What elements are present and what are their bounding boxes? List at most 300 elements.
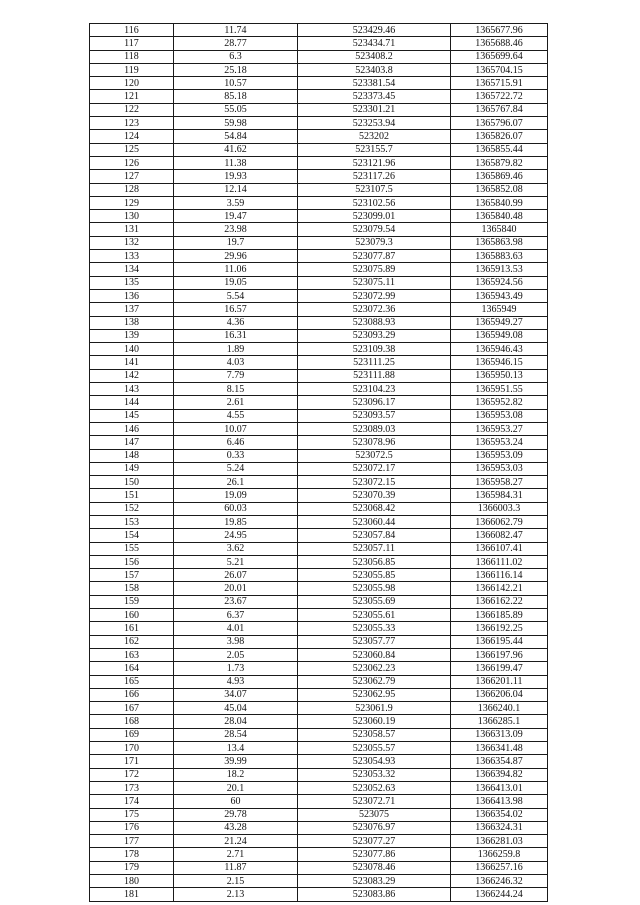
table-row [90, 50, 548, 63]
distance-cell: 11.87 [174, 861, 298, 874]
point-number-cell: 141 [90, 356, 174, 369]
x-coordinate-cell: 523060.19 [298, 715, 451, 728]
x-coordinate-cell: 523111.88 [298, 369, 451, 382]
x-coordinate-cell: 523062.95 [298, 688, 451, 701]
x-coordinate-cell: 523301.21 [298, 103, 451, 116]
table-row [90, 662, 548, 675]
table-row [90, 117, 548, 130]
table-row [90, 250, 548, 263]
distance-cell: 34.07 [174, 688, 298, 701]
point-number-cell: 120 [90, 77, 174, 90]
point-number-cell: 179 [90, 861, 174, 874]
x-coordinate-cell: 523068.42 [298, 502, 451, 515]
y-coordinate-cell: 1365883.63 [451, 250, 548, 263]
distance-cell: 45.04 [174, 702, 298, 715]
x-coordinate-cell: 523089.03 [298, 422, 451, 435]
distance-cell: 10.07 [174, 422, 298, 435]
distance-cell: 20.1 [174, 781, 298, 794]
x-coordinate-cell: 523121.96 [298, 156, 451, 169]
y-coordinate-cell: 1366003.3 [451, 502, 548, 515]
point-number-cell: 137 [90, 303, 174, 316]
table-row [90, 648, 548, 661]
distance-cell: 3.59 [174, 196, 298, 209]
table-row [90, 170, 548, 183]
point-number-cell: 178 [90, 848, 174, 861]
table-row [90, 196, 548, 209]
point-number-cell: 156 [90, 555, 174, 568]
x-coordinate-cell: 523077.87 [298, 250, 451, 263]
x-coordinate-cell: 523083.29 [298, 875, 451, 888]
distance-cell: 11.74 [174, 24, 298, 37]
y-coordinate-cell: 1365704.15 [451, 63, 548, 76]
distance-cell: 5.21 [174, 555, 298, 568]
distance-cell: 3.98 [174, 635, 298, 648]
y-coordinate-cell: 1366240.1 [451, 702, 548, 715]
x-coordinate-cell: 523096.17 [298, 396, 451, 409]
y-coordinate-cell: 1366107.41 [451, 542, 548, 555]
x-coordinate-cell: 523062.79 [298, 675, 451, 688]
distance-cell: 4.01 [174, 622, 298, 635]
y-coordinate-cell: 1366192.25 [451, 622, 548, 635]
point-number-cell: 155 [90, 542, 174, 555]
y-coordinate-cell: 1365688.46 [451, 37, 548, 50]
distance-cell: 28.54 [174, 728, 298, 741]
table-row [90, 742, 548, 755]
point-number-cell: 147 [90, 436, 174, 449]
distance-cell: 25.18 [174, 63, 298, 76]
point-number-cell: 181 [90, 888, 174, 901]
x-coordinate-cell: 523253.94 [298, 117, 451, 130]
x-coordinate-cell: 523055.33 [298, 622, 451, 635]
distance-cell: 19.47 [174, 210, 298, 223]
x-coordinate-cell: 523429.46 [298, 24, 451, 37]
distance-cell: 19.93 [174, 170, 298, 183]
table-row [90, 396, 548, 409]
y-coordinate-cell: 1366142.21 [451, 582, 548, 595]
y-coordinate-cell: 1366116.14 [451, 569, 548, 582]
x-coordinate-cell: 523079.54 [298, 223, 451, 236]
table-row [90, 422, 548, 435]
x-coordinate-cell: 523403.8 [298, 63, 451, 76]
x-coordinate-cell: 523109.38 [298, 343, 451, 356]
distance-cell: 20.01 [174, 582, 298, 595]
y-coordinate-cell: 1365951.55 [451, 383, 548, 396]
point-number-cell: 134 [90, 263, 174, 276]
table-row [90, 24, 548, 37]
distance-cell: 3.62 [174, 542, 298, 555]
x-coordinate-cell: 523072.17 [298, 462, 451, 475]
table-row [90, 635, 548, 648]
y-coordinate-cell: 1366285.1 [451, 715, 548, 728]
point-number-cell: 145 [90, 409, 174, 422]
x-coordinate-cell: 523055.98 [298, 582, 451, 595]
point-number-cell: 177 [90, 835, 174, 848]
point-number-cell: 164 [90, 662, 174, 675]
x-coordinate-cell: 523075.11 [298, 276, 451, 289]
table-row [90, 303, 548, 316]
y-coordinate-cell: 1366324.31 [451, 821, 548, 834]
y-coordinate-cell: 1365879.82 [451, 156, 548, 169]
point-number-cell: 162 [90, 635, 174, 648]
point-number-cell: 170 [90, 742, 174, 755]
distance-cell: 2.13 [174, 888, 298, 901]
point-number-cell: 163 [90, 648, 174, 661]
table-row [90, 755, 548, 768]
x-coordinate-cell: 523117.26 [298, 170, 451, 183]
distance-cell: 8.15 [174, 383, 298, 396]
point-number-cell: 148 [90, 449, 174, 462]
table-row [90, 409, 548, 422]
y-coordinate-cell: 1365677.96 [451, 24, 548, 37]
x-coordinate-cell: 523102.56 [298, 196, 451, 209]
point-number-cell: 127 [90, 170, 174, 183]
y-coordinate-cell: 1366313.09 [451, 728, 548, 741]
distance-cell: 0.33 [174, 449, 298, 462]
table-row [90, 555, 548, 568]
table-row [90, 622, 548, 635]
table-row [90, 728, 548, 741]
table-row [90, 63, 548, 76]
distance-cell: 11.38 [174, 156, 298, 169]
point-number-cell: 175 [90, 808, 174, 821]
table-row [90, 343, 548, 356]
y-coordinate-cell: 1365949.27 [451, 316, 548, 329]
y-coordinate-cell: 1366257.16 [451, 861, 548, 874]
x-coordinate-cell: 523055.57 [298, 742, 451, 755]
distance-cell: 6.3 [174, 50, 298, 63]
point-number-cell: 169 [90, 728, 174, 741]
point-number-cell: 130 [90, 210, 174, 223]
table-row [90, 529, 548, 542]
y-coordinate-cell: 1365840.99 [451, 196, 548, 209]
table-row [90, 781, 548, 794]
y-coordinate-cell: 1365767.84 [451, 103, 548, 116]
y-coordinate-cell: 1365952.82 [451, 396, 548, 409]
distance-cell: 1.73 [174, 662, 298, 675]
table-row [90, 156, 548, 169]
point-number-cell: 158 [90, 582, 174, 595]
y-coordinate-cell: 1366413.98 [451, 795, 548, 808]
y-coordinate-cell: 1365840 [451, 223, 548, 236]
table-row [90, 502, 548, 515]
y-coordinate-cell: 1365949.08 [451, 329, 548, 342]
y-coordinate-cell: 1366354.87 [451, 755, 548, 768]
x-coordinate-cell: 523104.23 [298, 383, 451, 396]
x-coordinate-cell: 523381.54 [298, 77, 451, 90]
y-coordinate-cell: 1366185.89 [451, 609, 548, 622]
distance-cell: 5.24 [174, 462, 298, 475]
x-coordinate-cell: 523057.11 [298, 542, 451, 555]
table-row [90, 888, 548, 901]
y-coordinate-cell: 1366195.44 [451, 635, 548, 648]
x-coordinate-cell: 523093.29 [298, 329, 451, 342]
distance-cell: 23.98 [174, 223, 298, 236]
y-coordinate-cell: 1366201.11 [451, 675, 548, 688]
table-row [90, 609, 548, 622]
point-number-cell: 140 [90, 343, 174, 356]
point-number-cell: 135 [90, 276, 174, 289]
y-coordinate-cell: 1365924.56 [451, 276, 548, 289]
point-number-cell: 173 [90, 781, 174, 794]
distance-cell: 19.7 [174, 236, 298, 249]
point-number-cell: 149 [90, 462, 174, 475]
y-coordinate-cell: 1366244.24 [451, 888, 548, 901]
distance-cell: 23.67 [174, 595, 298, 608]
distance-cell: 26.07 [174, 569, 298, 582]
point-number-cell: 143 [90, 383, 174, 396]
y-coordinate-cell: 1365950.13 [451, 369, 548, 382]
distance-cell: 39.99 [174, 755, 298, 768]
point-number-cell: 180 [90, 875, 174, 888]
table-row [90, 595, 548, 608]
table-row [90, 489, 548, 502]
y-coordinate-cell: 1365953.24 [451, 436, 548, 449]
x-coordinate-cell: 523434.71 [298, 37, 451, 50]
distance-cell: 4.03 [174, 356, 298, 369]
table-row [90, 795, 548, 808]
distance-cell: 12.14 [174, 183, 298, 196]
distance-cell: 6.37 [174, 609, 298, 622]
x-coordinate-cell: 523062.23 [298, 662, 451, 675]
point-number-cell: 168 [90, 715, 174, 728]
x-coordinate-cell: 523078.96 [298, 436, 451, 449]
point-number-cell: 144 [90, 396, 174, 409]
distance-cell: 18.2 [174, 768, 298, 781]
y-coordinate-cell: 1365984.31 [451, 489, 548, 502]
distance-cell: 24.95 [174, 529, 298, 542]
table-row [90, 316, 548, 329]
distance-cell: 4.93 [174, 675, 298, 688]
point-number-cell: 128 [90, 183, 174, 196]
distance-cell: 29.78 [174, 808, 298, 821]
table-row [90, 236, 548, 249]
table-row [90, 702, 548, 715]
point-number-cell: 138 [90, 316, 174, 329]
table-row [90, 449, 548, 462]
x-coordinate-cell: 523408.2 [298, 50, 451, 63]
y-coordinate-cell: 1366197.96 [451, 648, 548, 661]
x-coordinate-cell: 523107.5 [298, 183, 451, 196]
distance-cell: 55.05 [174, 103, 298, 116]
y-coordinate-cell: 1365953.08 [451, 409, 548, 422]
y-coordinate-cell: 1365840.48 [451, 210, 548, 223]
table-row [90, 569, 548, 582]
table-row [90, 143, 548, 156]
distance-cell: 19.85 [174, 515, 298, 528]
y-coordinate-cell: 1365913.53 [451, 263, 548, 276]
x-coordinate-cell: 523061.9 [298, 702, 451, 715]
table-row [90, 515, 548, 528]
table-row [90, 276, 548, 289]
point-number-cell: 151 [90, 489, 174, 502]
point-number-cell: 131 [90, 223, 174, 236]
x-coordinate-cell: 523072.15 [298, 476, 451, 489]
point-number-cell: 118 [90, 50, 174, 63]
x-coordinate-cell: 523373.45 [298, 90, 451, 103]
distance-cell: 4.36 [174, 316, 298, 329]
table-row [90, 875, 548, 888]
point-number-cell: 166 [90, 688, 174, 701]
point-number-cell: 129 [90, 196, 174, 209]
table-row [90, 542, 548, 555]
distance-cell: 29.96 [174, 250, 298, 263]
x-coordinate-cell: 523099.01 [298, 210, 451, 223]
distance-cell: 1.89 [174, 343, 298, 356]
table-row [90, 436, 548, 449]
point-number-cell: 126 [90, 156, 174, 169]
distance-cell: 2.15 [174, 875, 298, 888]
point-number-cell: 150 [90, 476, 174, 489]
table-row [90, 77, 548, 90]
distance-cell: 41.62 [174, 143, 298, 156]
y-coordinate-cell: 1365863.98 [451, 236, 548, 249]
table-row [90, 808, 548, 821]
point-number-cell: 133 [90, 250, 174, 263]
point-number-cell: 154 [90, 529, 174, 542]
x-coordinate-cell: 523072.71 [298, 795, 451, 808]
x-coordinate-cell: 523053.32 [298, 768, 451, 781]
table-row [90, 768, 548, 781]
table-row [90, 462, 548, 475]
x-coordinate-cell: 523076.97 [298, 821, 451, 834]
point-number-cell: 153 [90, 515, 174, 528]
table-row [90, 715, 548, 728]
table-row [90, 383, 548, 396]
point-number-cell: 161 [90, 622, 174, 635]
distance-cell: 60 [174, 795, 298, 808]
x-coordinate-cell: 523077.86 [298, 848, 451, 861]
point-number-cell: 176 [90, 821, 174, 834]
distance-cell: 19.09 [174, 489, 298, 502]
y-coordinate-cell: 1365953.09 [451, 449, 548, 462]
y-coordinate-cell: 1365855.44 [451, 143, 548, 156]
distance-cell: 16.57 [174, 303, 298, 316]
point-number-cell: 165 [90, 675, 174, 688]
x-coordinate-cell: 523088.93 [298, 316, 451, 329]
table-row [90, 329, 548, 342]
distance-cell: 43.28 [174, 821, 298, 834]
distance-cell: 28.77 [174, 37, 298, 50]
point-number-cell: 119 [90, 63, 174, 76]
distance-cell: 2.05 [174, 648, 298, 661]
point-number-cell: 116 [90, 24, 174, 37]
distance-cell: 2.71 [174, 848, 298, 861]
x-coordinate-cell: 523093.57 [298, 409, 451, 422]
y-coordinate-cell: 1365953.27 [451, 422, 548, 435]
table-row [90, 289, 548, 302]
point-number-cell: 125 [90, 143, 174, 156]
point-number-cell: 157 [90, 569, 174, 582]
y-coordinate-cell: 1366394.82 [451, 768, 548, 781]
x-coordinate-cell: 523056.85 [298, 555, 451, 568]
y-coordinate-cell: 1365722.72 [451, 90, 548, 103]
y-coordinate-cell: 1366354.02 [451, 808, 548, 821]
y-coordinate-cell: 1365715.91 [451, 77, 548, 90]
distance-cell: 60.03 [174, 502, 298, 515]
point-number-cell: 136 [90, 289, 174, 302]
y-coordinate-cell: 1365953.03 [451, 462, 548, 475]
x-coordinate-cell: 523055.61 [298, 609, 451, 622]
x-coordinate-cell: 523060.84 [298, 648, 451, 661]
point-number-cell: 159 [90, 595, 174, 608]
point-number-cell: 123 [90, 117, 174, 130]
point-number-cell: 121 [90, 90, 174, 103]
point-number-cell: 174 [90, 795, 174, 808]
table-row [90, 223, 548, 236]
y-coordinate-cell: 1366199.47 [451, 662, 548, 675]
y-coordinate-cell: 1365869.46 [451, 170, 548, 183]
table-row [90, 582, 548, 595]
point-number-cell: 160 [90, 609, 174, 622]
table-row [90, 476, 548, 489]
distance-cell: 4.55 [174, 409, 298, 422]
x-coordinate-cell: 523077.27 [298, 835, 451, 848]
y-coordinate-cell: 1365946.43 [451, 343, 548, 356]
coordinate-table [89, 23, 548, 902]
point-number-cell: 124 [90, 130, 174, 143]
point-number-cell: 139 [90, 329, 174, 342]
distance-cell: 28.04 [174, 715, 298, 728]
table-row [90, 210, 548, 223]
table-row [90, 848, 548, 861]
y-coordinate-cell: 1365826.07 [451, 130, 548, 143]
point-number-cell: 172 [90, 768, 174, 781]
distance-cell: 85.18 [174, 90, 298, 103]
x-coordinate-cell: 523058.57 [298, 728, 451, 741]
x-coordinate-cell: 523202 [298, 130, 451, 143]
y-coordinate-cell: 1365796.07 [451, 117, 548, 130]
distance-cell: 11.06 [174, 263, 298, 276]
y-coordinate-cell: 1366341.48 [451, 742, 548, 755]
x-coordinate-cell: 523111.25 [298, 356, 451, 369]
x-coordinate-cell: 523075 [298, 808, 451, 821]
point-number-cell: 146 [90, 422, 174, 435]
table-row [90, 37, 548, 50]
point-number-cell: 142 [90, 369, 174, 382]
x-coordinate-cell: 523072.99 [298, 289, 451, 302]
x-coordinate-cell: 523055.69 [298, 595, 451, 608]
y-coordinate-cell: 1366246.32 [451, 875, 548, 888]
point-number-cell: 167 [90, 702, 174, 715]
y-coordinate-cell: 1366062.79 [451, 515, 548, 528]
table-row [90, 130, 548, 143]
x-coordinate-cell: 523052.63 [298, 781, 451, 794]
table-row [90, 356, 548, 369]
table-row [90, 835, 548, 848]
x-coordinate-cell: 523079.3 [298, 236, 451, 249]
table-row [90, 263, 548, 276]
y-coordinate-cell: 1366111.02 [451, 555, 548, 568]
point-number-cell: 152 [90, 502, 174, 515]
distance-cell: 16.31 [174, 329, 298, 342]
point-number-cell: 117 [90, 37, 174, 50]
y-coordinate-cell: 1365958.27 [451, 476, 548, 489]
y-coordinate-cell: 1366162.22 [451, 595, 548, 608]
point-number-cell: 171 [90, 755, 174, 768]
distance-cell: 19.05 [174, 276, 298, 289]
x-coordinate-cell: 523054.93 [298, 755, 451, 768]
distance-cell: 6.46 [174, 436, 298, 449]
y-coordinate-cell: 1366281.03 [451, 835, 548, 848]
y-coordinate-cell: 1366206.04 [451, 688, 548, 701]
distance-cell: 54.84 [174, 130, 298, 143]
distance-cell: 2.61 [174, 396, 298, 409]
point-number-cell: 132 [90, 236, 174, 249]
x-coordinate-cell: 523155.7 [298, 143, 451, 156]
table-row [90, 675, 548, 688]
x-coordinate-cell: 523060.44 [298, 515, 451, 528]
table-body [90, 24, 548, 902]
